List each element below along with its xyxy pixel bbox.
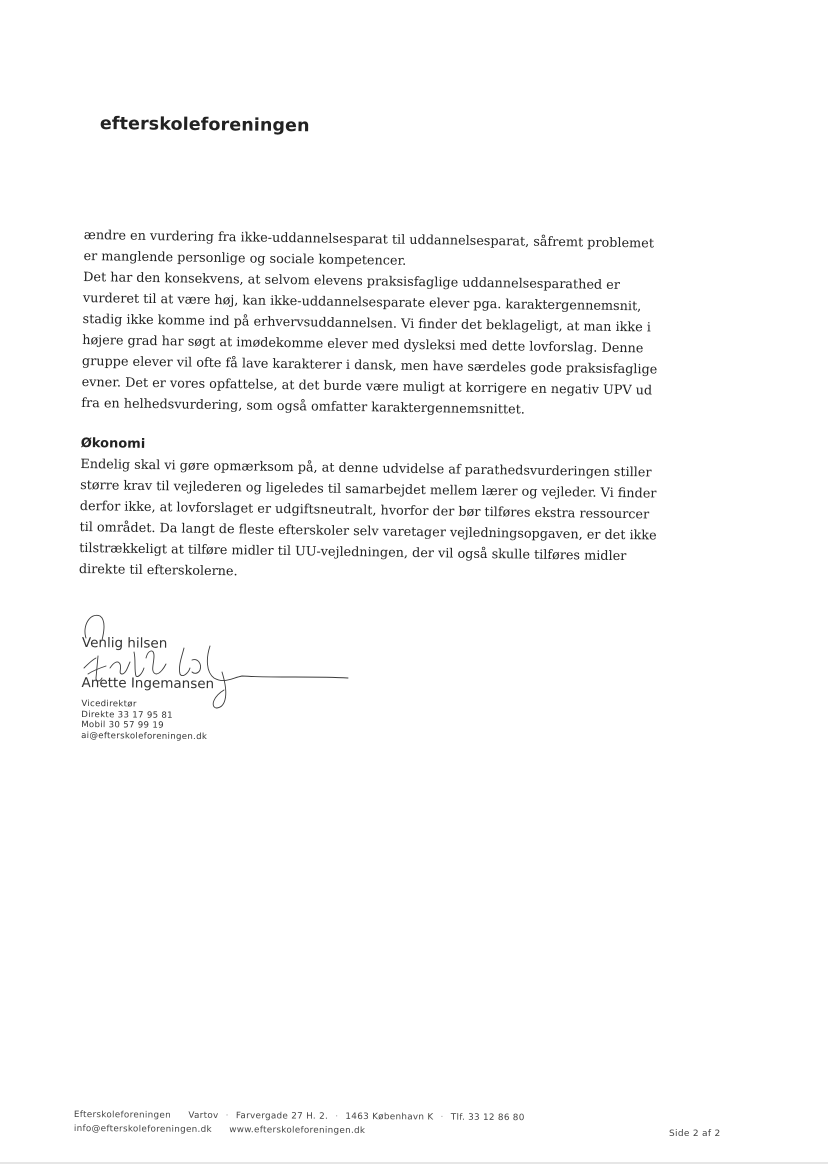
footer-street: Farvergade 27 H. 2.: [235, 1111, 329, 1122]
scan-edge-divider: [0, 1162, 828, 1164]
footer-city: 1463 København K: [345, 1111, 434, 1123]
paragraph-economy: [78, 454, 657, 588]
text-line: fra en helhedsvurdering, som også omfatter karaktergennemsnittet.: [81, 395, 525, 418]
text-line: gruppe elever vil ofte få lave karakterer i dansk, men have særdeles gode praksisfaglige: [81, 353, 658, 378]
text-line: større krav til vejlederen og ligeledes til samarbejdet mellem lærer og vejleder. Vi finder: [80, 477, 657, 502]
page-footer: [74, 1108, 724, 1141]
footer-separator: ·: [440, 1112, 444, 1123]
text-line: vurderet til at være høj, kan ikke-uddannelsesparate elever pga. karaktergennemsnit,: [82, 290, 642, 315]
footer-building: Vartov: [188, 1110, 219, 1122]
text-line: ændre en vurdering fra ikke-uddannelsesparat til uddannelsesparat, såfremt problemet: [83, 227, 655, 252]
signer-name: Anette Ingemansen: [81, 674, 215, 693]
text-line: Endelig skal vi gøre opmærksom på, at denne udvidelse af parathedsvurderingen stiller: [80, 456, 652, 481]
paragraph-consequence: [81, 267, 658, 422]
footer-website[interactable]: www.efterskoleforeningen.dk: [229, 1125, 366, 1137]
text-line: direkte til efterskolerne.: [78, 561, 238, 580]
footer-separator: ·: [335, 1111, 339, 1122]
closing-greeting: Venlig hilsen: [81, 635, 168, 652]
signer-contact: [81, 699, 214, 742]
footer-phone: Tlf. 33 12 86 80: [450, 1112, 525, 1124]
organization-logo: efterskoleforeningen: [99, 114, 310, 137]
signer-title: Vicedirektør: [81, 698, 137, 710]
text-line: stadig ikke komme ind på erhvervsuddannelsen. Vi finder det beklageligt, at man ikke i: [82, 311, 651, 336]
signer-mobile-phone: Mobil 30 57 99 19: [81, 719, 164, 731]
footer-separator: ·: [225, 1111, 229, 1122]
signer-direct-phone: Direkte 33 17 95 81: [81, 709, 173, 721]
closing-block: [81, 635, 214, 742]
section-heading: Økonomi: [80, 435, 146, 452]
footer-org: Efterskoleforeningen: [73, 1110, 172, 1121]
letter-body: [78, 225, 658, 588]
text-line: tilstrækkeligt at tilføre midler til UU-vejledningen, der vil også skulle tilføres midler: [79, 540, 627, 565]
text-line: derfor ikke, at lovforslaget er udgiftsneutralt, hvorfor der bør tilføres ekstra ressourcer: [79, 498, 650, 523]
text-line: evner. Det er vores opfattelse, at det burde være muligt at korrigere en negativ UPV ud: [81, 374, 653, 399]
text-line: til området. Da langt de fleste efterskoler selv varetager vejledningsopgaven, er det ikke: [79, 519, 657, 544]
footer-email[interactable]: info@efterskoleforeningen.dk: [73, 1123, 212, 1135]
footer-separator: [215, 1125, 226, 1135]
signer-email[interactable]: ai@efterskoleforeningen.dk: [81, 730, 208, 742]
page-number: Side 2 af 2: [669, 1129, 721, 1139]
text-line: er manglende personlige og sociale kompetencer.: [83, 248, 407, 269]
text-line: højere grad har søgt at imødekomme elever med dysleksi med dette lovforslag. Denne: [82, 332, 644, 357]
footer-separator: [174, 1111, 185, 1121]
text-line: Det har den konsekvens, at selvom elevens praksisfaglige uddannelsesparathed er: [83, 269, 621, 293]
